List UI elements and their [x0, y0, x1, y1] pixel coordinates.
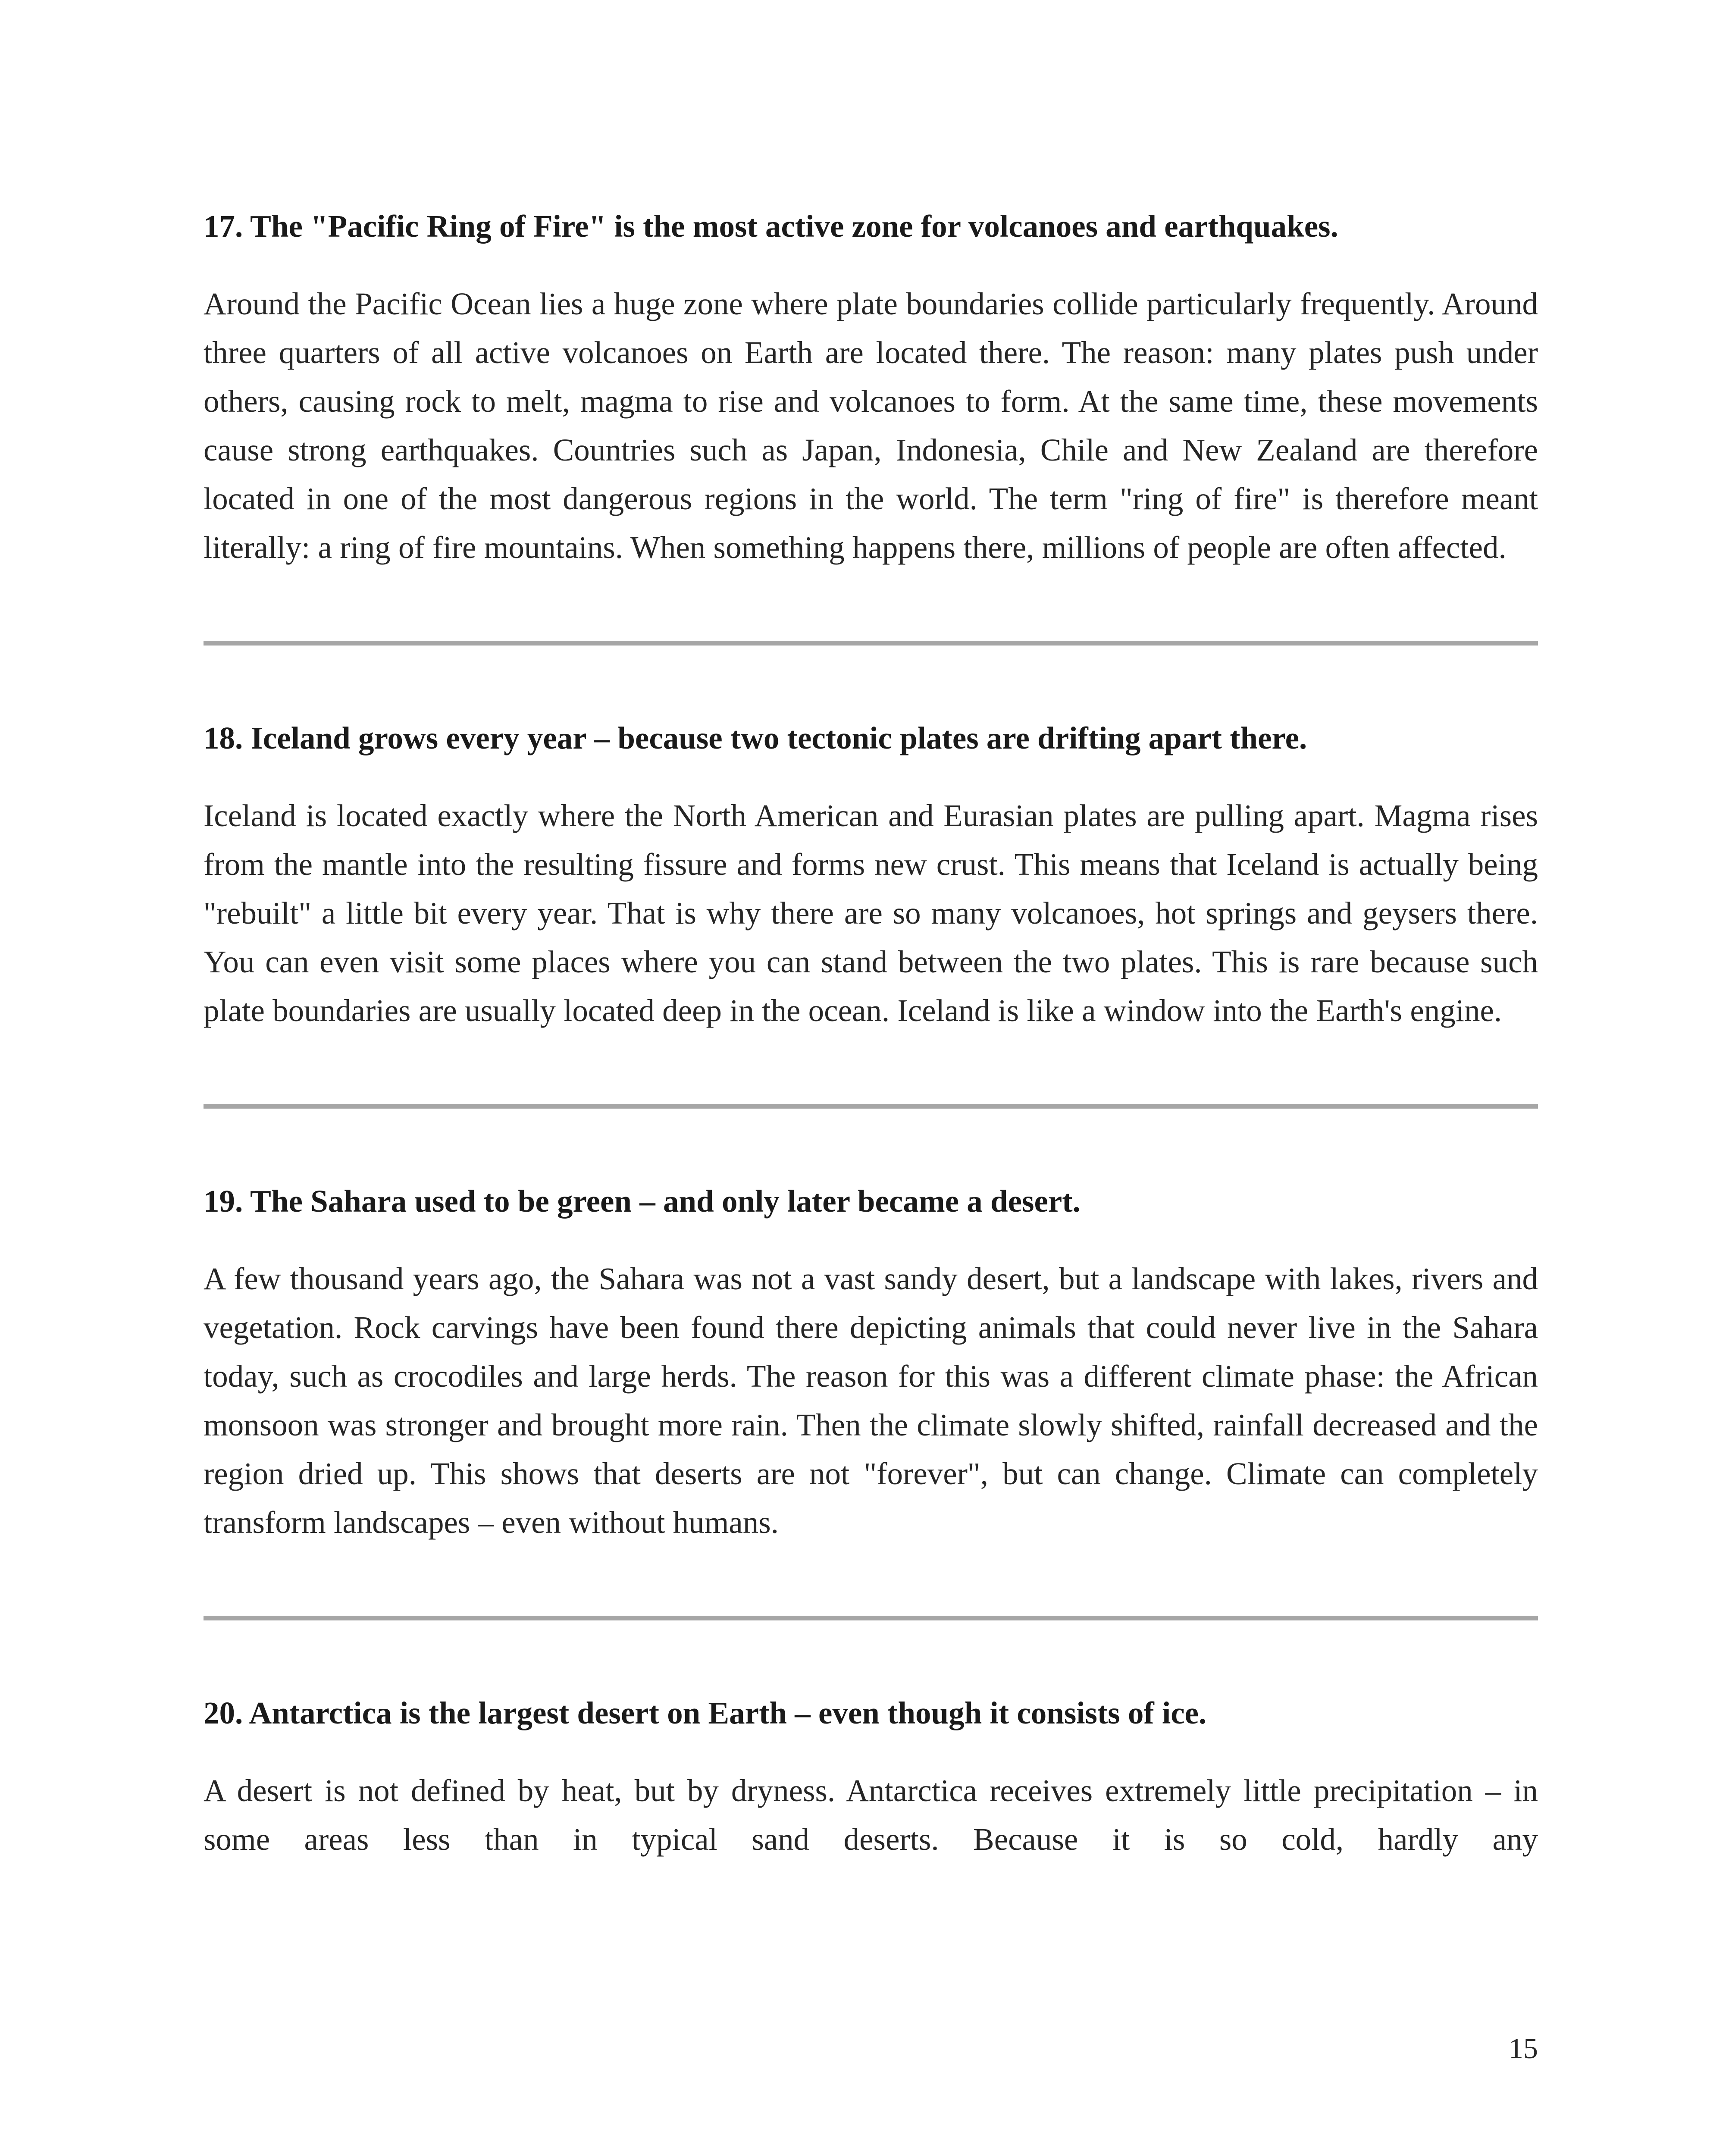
section-divider [204, 1104, 1538, 1109]
section-body: A desert is not defined by heat, but by dryness. Antarctica receives extremely little precipitation – in some areas less than in typical sand deserts. Because it is so cold, hardly any [204, 1773, 1538, 1857]
section-divider [204, 641, 1538, 646]
section-heading: 20. Antarctica is the largest desert on Earth – even though it consists of ice. [204, 1695, 1207, 1730]
section-20 [204, 1689, 1538, 1864]
section-18 [204, 714, 1538, 1035]
section-body: Iceland is located exactly where the North American and Eurasian plates are pulling apart. Magma rises from the mantle into the resulting fissure and forms new crust. This means that Iceland is actually being "rebuilt" a little bit every year. That is why there are so many volcanoes, hot springs and geysers there. You can even visit some places where you can stand between the two plates. This is rare because such plate boundaries are usually located deep in the ocean. Iceland is like a window into the Earth's engine. [204, 798, 1538, 1028]
section-heading: 18. Iceland grows every year – because two tectonic plates are drifting apart there. [204, 721, 1307, 755]
section-heading: 17. The "Pacific Ring of Fire" is the most active zone for volcanoes and earthquakes. [204, 209, 1338, 244]
section-body: A few thousand years ago, the Sahara was not a vast sandy desert, but a landscape with lakes, rivers and vegetation. Rock carvings have been found there depicting animals that could never live in the Sahara today, such as crocodiles and large herds. The reason for this was a different climate phase: the African monsoon was stronger and brought more rain. Then the climate slowly shifted, rainfall decreased and the region dried up. This shows that deserts are not "forever", but can change. Climate can completely transform landscapes – even without humans. [204, 1261, 1538, 1540]
section-17 [204, 203, 1538, 572]
section-body: Around the Pacific Ocean lies a huge zone where plate boundaries collide particularly frequently. Around three quarters of all active volcanoes on Earth are located there. The reason: many plates push under others, causing rock to melt, magma to rise and volcanoes to form. At the same time, these movements cause strong earthquakes. Countries such as Japan, Indonesia, Chile and New Zealand are therefore located in one of the most dangerous regions in the world. The term "ring of fire" is therefore meant literally: a ring of fire mountains. When something happens there, millions of people are often affected. [204, 286, 1538, 565]
section-heading: 19. The Sahara used to be green – and only later became a desert. [204, 1184, 1081, 1219]
page-content [204, 203, 1538, 1864]
section-divider [204, 1616, 1538, 1620]
section-19 [204, 1178, 1538, 1547]
page-number: 15 [1509, 2032, 1538, 2065]
